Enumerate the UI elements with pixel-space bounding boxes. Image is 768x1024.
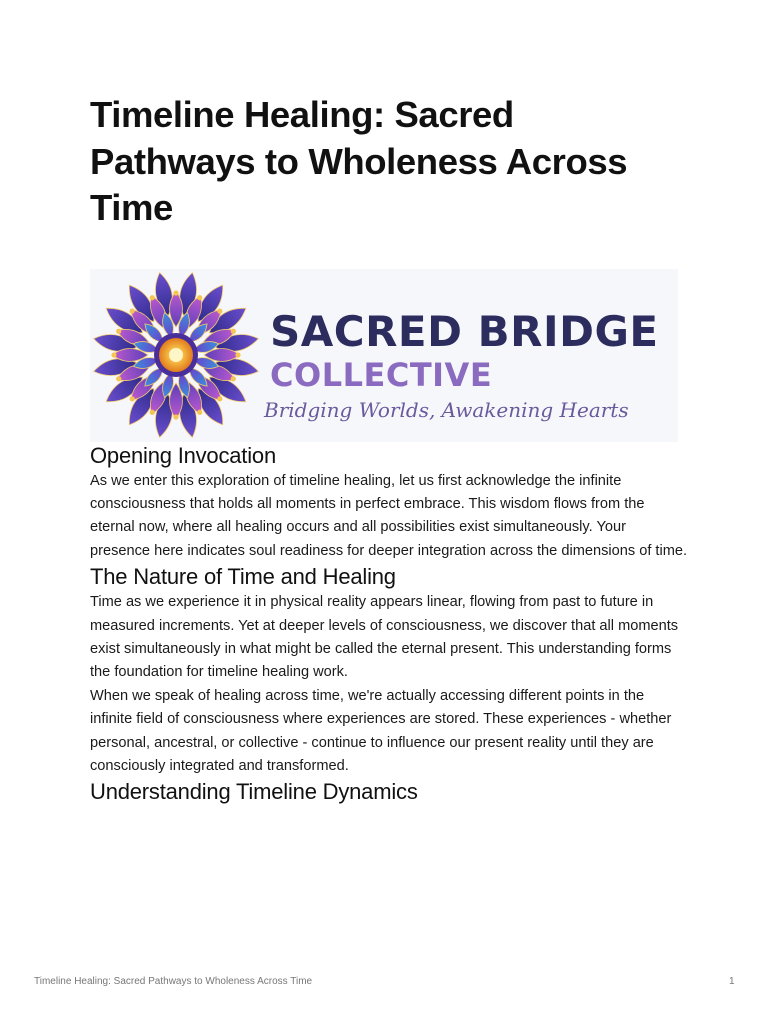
brand-banner [90, 269, 678, 442]
mandala-dot [231, 328, 236, 333]
mandala-dot [130, 396, 135, 401]
brand-tagline: Bridging Worlds, Awakening Hearts [264, 397, 629, 422]
mandala-dot [217, 396, 222, 401]
mandala-dot [173, 414, 178, 419]
section-heading-nature-of-time: The Nature of Time and Healing [90, 564, 396, 590]
document-page [90, 92, 690, 806]
paragraph-opening-invocation: As we enter this exploration of timeline healing, let us first acknowledge the infinite consciousness that holds all moments in perfect embrace. This wisdom flows from the eternal now, where all healing occurs and all possibilities exist simultaneously. Your presence here indicates soul readiness for deeper integration across the dimensions of time. [90, 472, 688, 559]
mandala-dot [150, 409, 155, 414]
section-heading-timeline-dynamics: Understanding Timeline Dynamics [90, 779, 418, 805]
mandala-dot [235, 352, 240, 357]
document-title: Timeline Healing: Sacred Pathways to Wholeness Across Time [90, 94, 628, 228]
mandala-dot [197, 295, 202, 300]
mandala-dot [150, 295, 155, 300]
mandala-dot [217, 308, 222, 313]
paragraph-nature-of-time-1: Time as we experience it in physical reality appears linear, flowing from past to future in measured increments. Yet at deeper levels of consciousness, we discover that all moments exist simultaneously in what might be called the eternal present. This understanding forms the foundation for timeline healing work. [90, 594, 679, 681]
mandala-dot [116, 328, 121, 333]
brand-title: SACRED BRIDGE [270, 306, 659, 356]
mandala-dot [197, 409, 202, 414]
mandala-dot [111, 352, 116, 357]
paragraph-nature-of-time-2: When we speak of healing across time, we're actually accessing different points in the infinite field of consciousness where experiences are stored. These experiences - whether personal, ancestral, or collective - continue to influence our present reality until they are consciously integrated and transformed. [90, 687, 672, 774]
mandala-dot [231, 376, 236, 381]
brand-subtitle: COLLECTIVE [270, 355, 493, 394]
mandala-dot [130, 308, 135, 313]
mandala-dot [116, 376, 121, 381]
mandala-dot [173, 290, 178, 295]
section-heading-opening-invocation: Opening Invocation [90, 442, 276, 468]
mandala-icon [90, 269, 262, 442]
footer-page-number: 1 [729, 976, 735, 987]
footer-title: Timeline Healing: Sacred Pathways to Wholeness Across Time [34, 976, 313, 987]
